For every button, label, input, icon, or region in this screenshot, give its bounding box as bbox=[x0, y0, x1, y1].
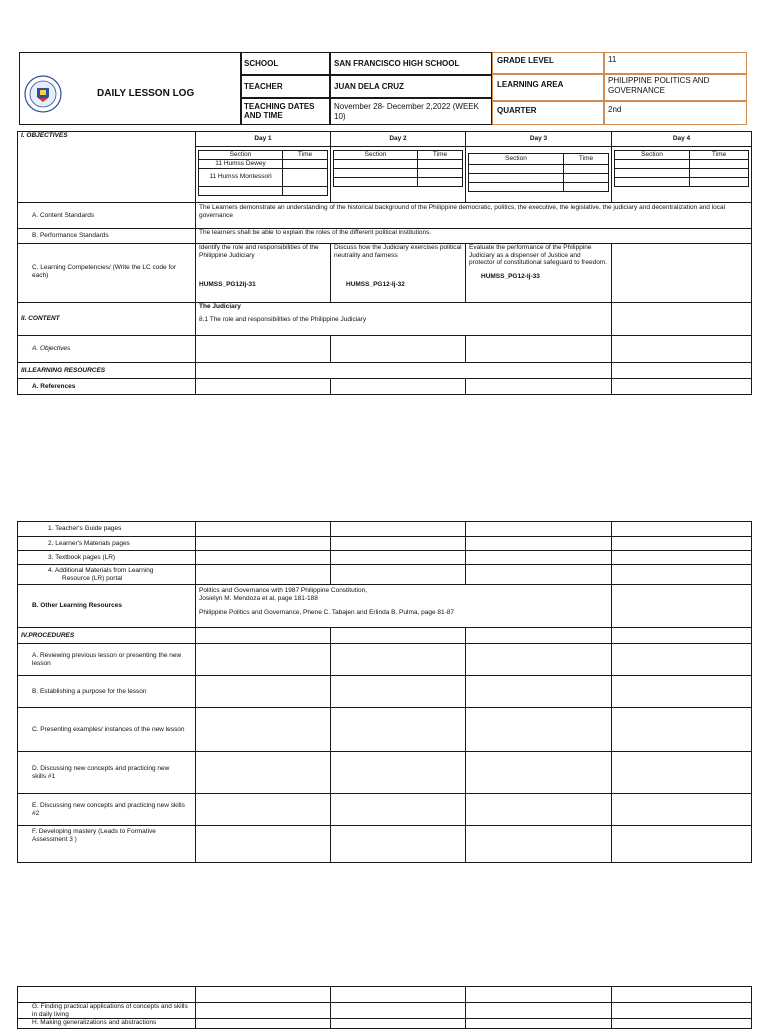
learning-resources-label: III.LEARNING RESOURCES bbox=[18, 363, 196, 379]
lc-day1: Identify the role and responsibilities of the Philippine Judiciary HUMSS_PG12Ij-31 bbox=[196, 244, 331, 303]
day1-section-table: Section Time 11 Humss Dewey 11 Humss Montessori bbox=[198, 150, 328, 196]
quarter-value-cell bbox=[604, 101, 747, 125]
performance-standards-label: B. Performance Standards bbox=[18, 229, 196, 244]
procedures-label: IV.PROCEDURES bbox=[18, 628, 196, 644]
objectives-a-label: A. Objectives bbox=[18, 336, 196, 363]
doc-title: DAILY LESSON LOG bbox=[97, 88, 195, 99]
objectives-label: I. OBJECTIVES bbox=[18, 132, 196, 203]
school-label: SCHOOL bbox=[244, 59, 279, 68]
day2-header: Day 2 bbox=[331, 132, 466, 147]
proc-d-label: D. Discussing new concepts and practicing new skills #1 bbox=[18, 752, 196, 794]
day1-header: Day 1 bbox=[196, 132, 331, 147]
content-standards-text: The Learners demonstrate an understanding of the historical background of the Philippine democratic, politics, the executive, the legislative, the judiciary and decentralization and local governance bbox=[196, 203, 752, 229]
day4-sections bbox=[612, 147, 752, 203]
day2-section-table: Section Time bbox=[333, 150, 463, 187]
proc-b-label: B. Establishing a purpose for the lesson bbox=[18, 676, 196, 708]
tg-pages-label: 1. Teacher's Guide pages bbox=[18, 522, 196, 537]
references-label: A. References bbox=[18, 379, 196, 395]
day1-sections bbox=[196, 147, 331, 203]
content-label: II. CONTENT bbox=[18, 303, 196, 336]
proc-h-label: H. Making generalizations and abstractions bbox=[18, 1019, 196, 1029]
resources-procedures-table bbox=[17, 521, 752, 863]
dates-value: November 28- December 2,2022 (WEEK 10) bbox=[334, 102, 479, 121]
day4-header: Day 4 bbox=[612, 132, 752, 147]
grade-label: GRADE LEVEL bbox=[497, 56, 554, 65]
deped-seal-icon bbox=[24, 75, 62, 113]
dates-label: TEACHING DATES AND TIME bbox=[244, 102, 315, 120]
grade-value: 11 bbox=[608, 55, 617, 64]
lc-day3: Evaluate the performance of the Philippine Judiciary as a dispenser of Justice and protector of constitutional safeguard to freedom. HUMSS_PG12-Ij-33 bbox=[466, 244, 612, 303]
day3-section-table: Section Time bbox=[468, 153, 609, 192]
quarter-label: QUARTER bbox=[497, 106, 537, 115]
proc-g-label: G. Finding practical applications of concepts and skills in daily living bbox=[18, 1003, 196, 1019]
day4-section-table: Section Time bbox=[614, 150, 749, 187]
performance-standards-text: The learners shall be able to explain the roles of the different political institutions. bbox=[196, 229, 752, 244]
objectives-table bbox=[17, 131, 752, 395]
teacher-label: TEACHER bbox=[244, 82, 283, 91]
additional-materials-label: 4. Additional Materials from Learning Resource (LR) portal bbox=[18, 565, 196, 585]
procedures-continued-table bbox=[17, 986, 752, 1029]
day2-sections bbox=[331, 147, 466, 203]
quarter-value: 2nd bbox=[608, 105, 622, 114]
content-text: The Judiciary 8.1 The role and responsibilities of the Philippine Judiciary bbox=[196, 303, 612, 336]
proc-c-label: C. Presenting examples/ instances of the new lesson bbox=[18, 708, 196, 752]
content-standards-label: A. Content Standards bbox=[18, 203, 196, 229]
teacher-value: JUAN DELA CRUZ bbox=[334, 82, 404, 91]
proc-a-label: A. Reviewing previous lesson or presenting the new lesson bbox=[18, 644, 196, 676]
proc-e-label: E. Discussing new concepts and practicing new skills #2 bbox=[18, 794, 196, 826]
day3-sections bbox=[466, 147, 612, 203]
area-value: PHILIPPINE POLITICS AND GOVERNANCE bbox=[608, 76, 710, 95]
day3-header: Day 3 bbox=[466, 132, 612, 147]
other-resources-label: B. Other Learning Resources bbox=[18, 585, 196, 628]
proc-f-label: F. Developing mastery (Leads to Formative Assessment 3 ) bbox=[18, 826, 196, 863]
competencies-label: C. Learning Competencies/ (Write the LC code for each) bbox=[18, 244, 196, 303]
lm-pages-label: 2. Learner's Materials pages bbox=[18, 537, 196, 551]
other-resources-text: Politics and Governance with 1987 Philippine Constitution, Josielyn M. Mendoza et al. page 181-188 Philippine Politics and Governance, Phene C. Tabajen and Erlinda B. Pulma, page 81-87 bbox=[196, 585, 612, 628]
grade-value-cell bbox=[604, 52, 747, 74]
area-label: LEARNING AREA bbox=[497, 80, 564, 89]
textbook-pages-label: 3. Textbook pages (LR) bbox=[18, 551, 196, 565]
school-value: SAN FRANCISCO HIGH SCHOOL bbox=[334, 59, 460, 68]
lc-day2: Discuss how the Judiciary exercises political neutrality and fairness HUMSS_PG12-Ij-32 bbox=[331, 244, 466, 303]
